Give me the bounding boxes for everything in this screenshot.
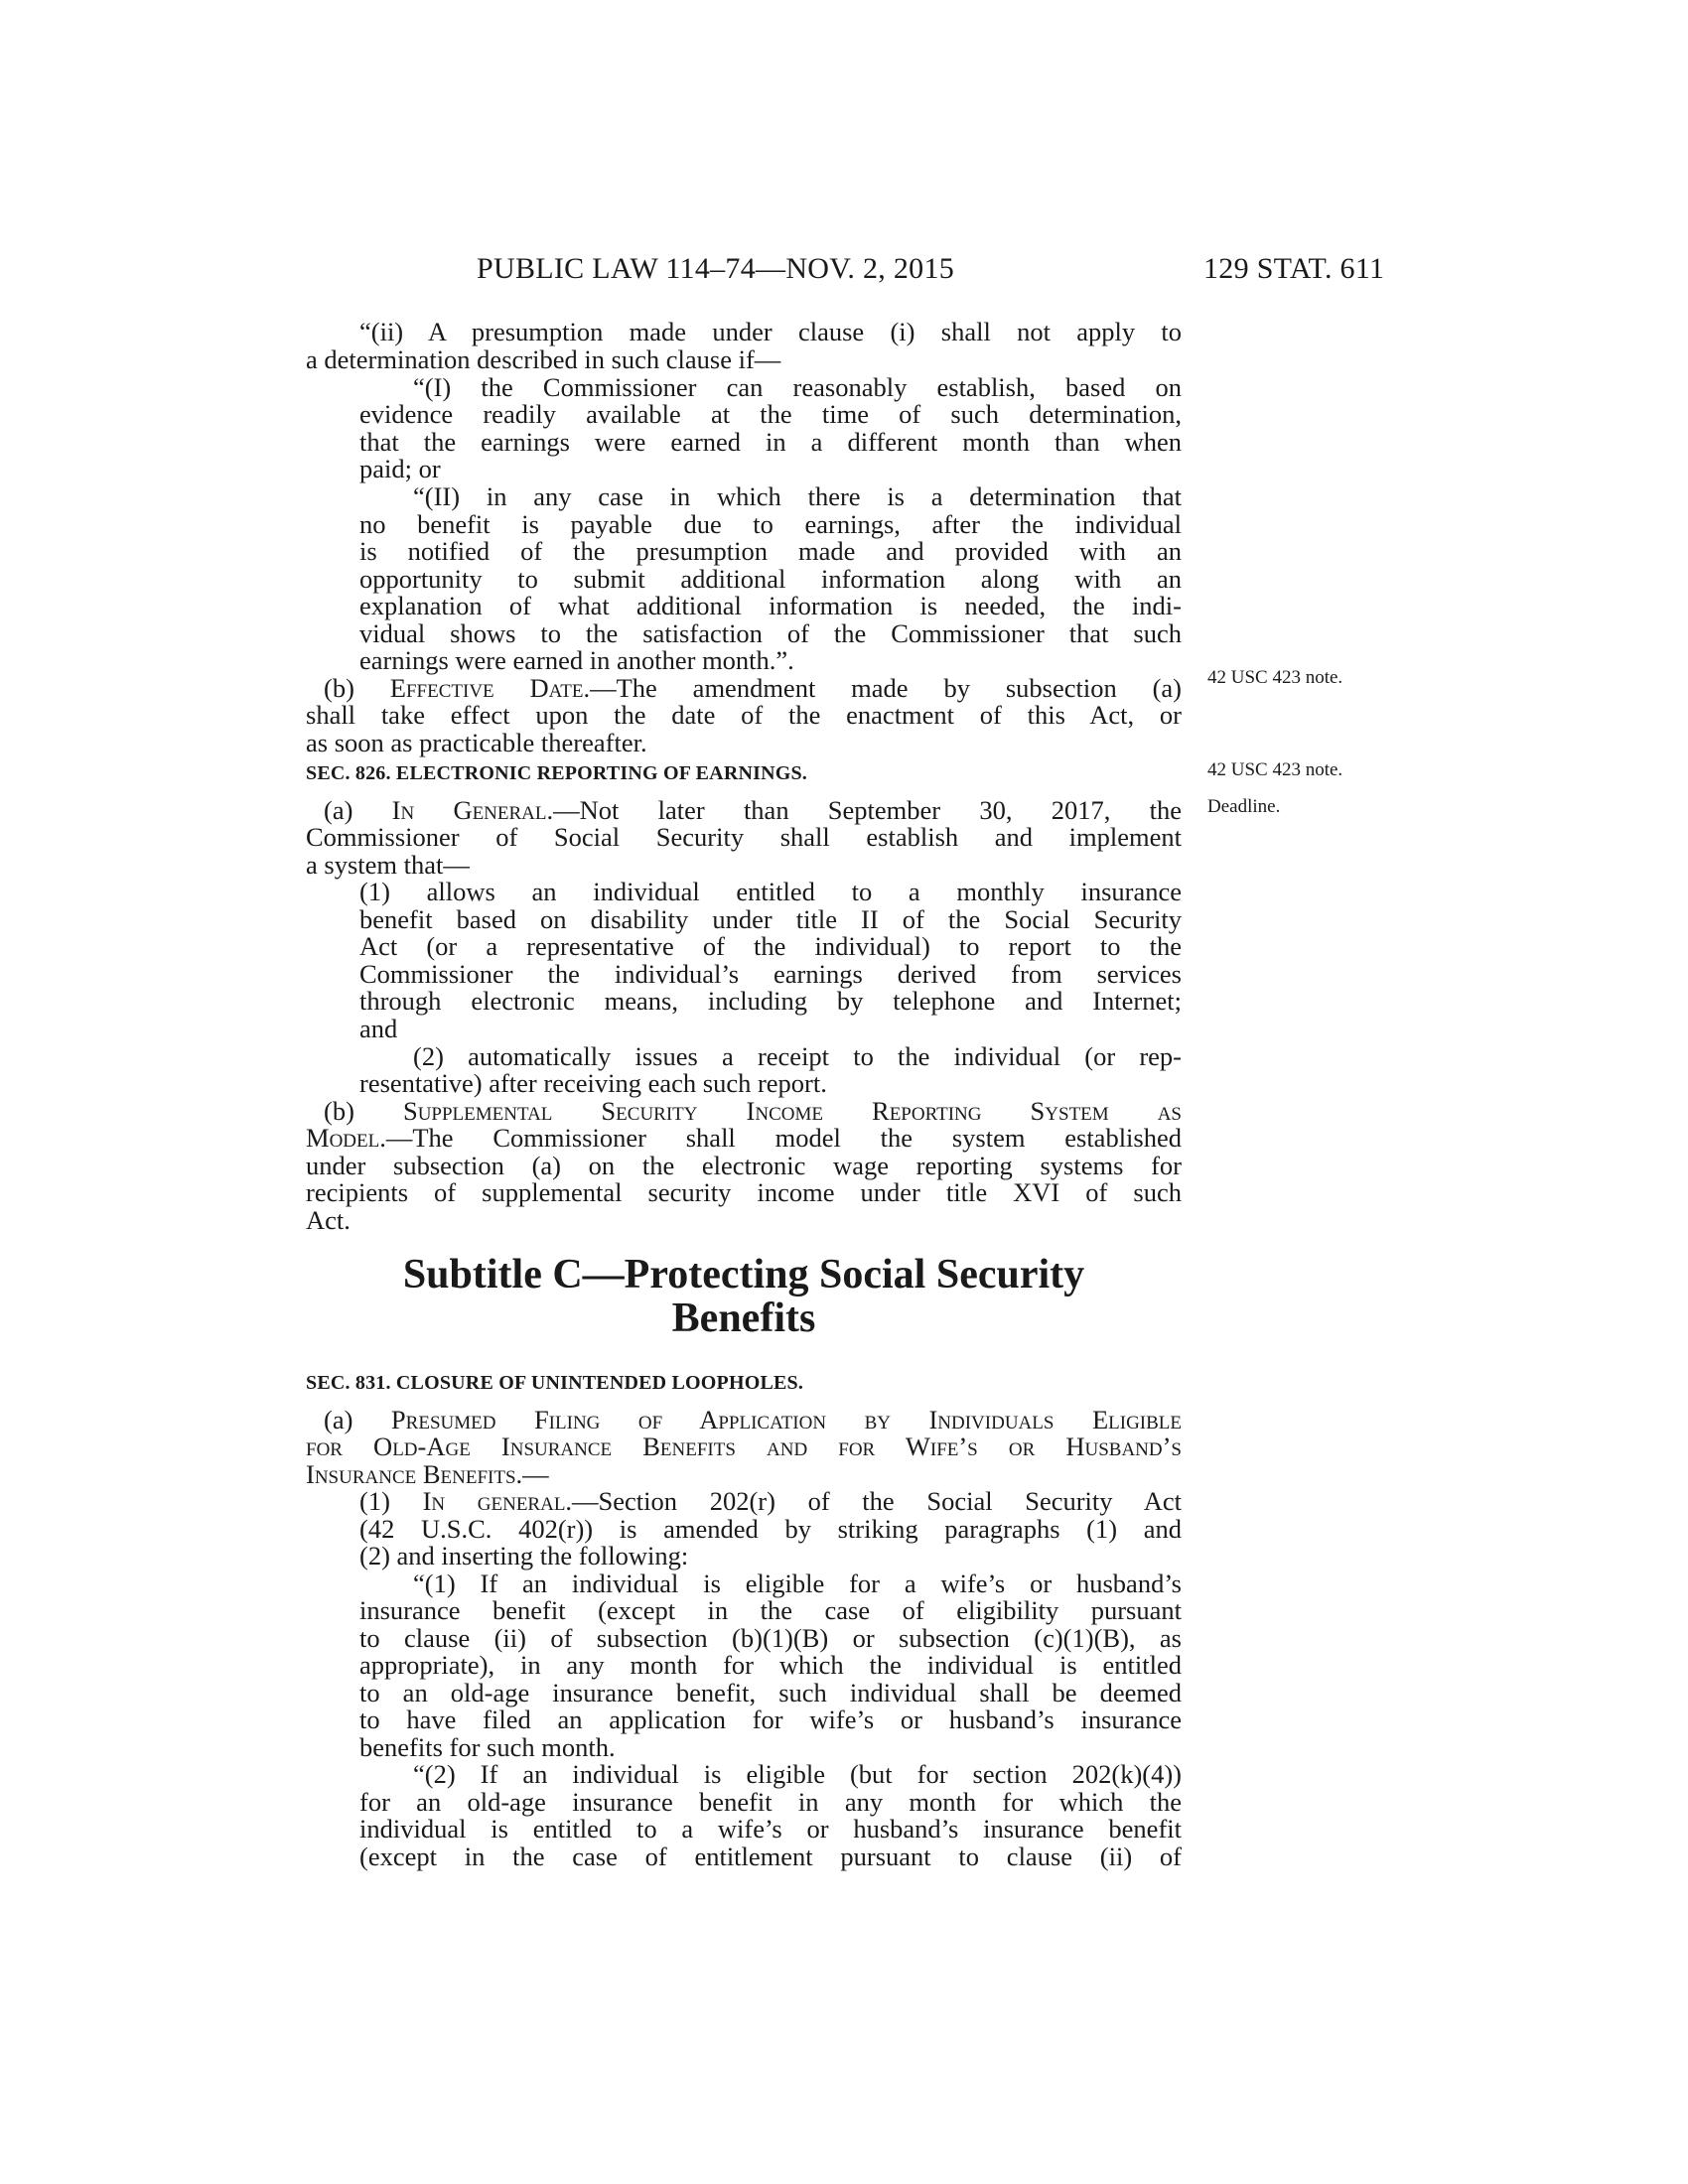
text-line: for Old-Age Insurance Benefits and for Wife’s or Husband’s [306, 1432, 1182, 1461]
text-line: (2) and inserting the following: [359, 1541, 689, 1570]
text-line: Act (or a representative of the individual) to report to the [359, 931, 1182, 961]
header-title: PUBLIC LAW 114–74—NOV. 2, 2015 [477, 252, 955, 285]
heading-effective-date: Effective Date [389, 673, 584, 703]
text-line: explanation of what additional information is needed, the indi- [359, 591, 1182, 620]
text-line: vidual shows to the satisfaction of the Commissioner that such [359, 618, 1182, 648]
text-line: insurance benefit (except in the case of eligibility pursuant [359, 1595, 1182, 1625]
text-line: earnings were earned in another month.”. [359, 645, 794, 675]
text-line: evidence readily available at the time of such determination, [359, 399, 1182, 429]
text-line: is notified of the presumption made and provided with an [359, 536, 1182, 566]
text-line: (b) Supplemental Security Income Reporting System as [324, 1096, 1183, 1126]
text-line: “(1) If an individual is eligible for a wife’s or husband’s [413, 1569, 1182, 1598]
text-line: Commissioner of Social Security shall establish and implement [306, 822, 1182, 852]
text-line: benefit based on disability under title II of the Social Security [359, 904, 1182, 934]
text-line: paid; or [359, 454, 441, 483]
subtitle-heading-line-1: Subtitle C—Protecting Social Security [402, 1252, 1085, 1297]
text-line: through electronic means, including by telephone and Internet; [359, 986, 1182, 1016]
text-line: (a) In General.—Not later than September 30, 2017, the [324, 795, 1182, 825]
text-line: (1) allows an individual entitled to a monthly insurance [359, 877, 1182, 906]
section-heading-831: SEC. 831. CLOSURE OF UNINTENDED LOOPHOLES. [306, 1372, 804, 1394]
text-line: a determination described in such clause if— [306, 344, 781, 374]
text-line: Model.—The Commissioner shall model the system established [306, 1123, 1182, 1153]
text-line: Insurance Benefits.— [306, 1459, 549, 1489]
text-line: “(2) If an individual is eligible (but for section 202(k)(4)) [413, 1759, 1182, 1789]
text-line: to an old-age insurance benefit, such individual shall be deemed [359, 1678, 1182, 1707]
text-line: (2) automatically issues a receipt to the individual (or rep- [413, 1041, 1182, 1071]
text-line: resentative) after receiving each such report. [359, 1068, 827, 1098]
body-text [306, 0, 1182, 2184]
heading-in-general: In general [422, 1486, 566, 1516]
subtitle-heading-line-2: Benefits [671, 1296, 816, 1341]
margin-note-usc: 42 USC 423 note. [1207, 759, 1343, 780]
text-line: shall take effect upon the date of the enactment of this Act, or [306, 700, 1182, 730]
text-line: appropriate), in any month for which the individual is entitled [359, 1650, 1182, 1680]
header-stat-page: 129 STAT. 611 [1203, 252, 1385, 285]
text-line: to have filed an application for wife’s or husband’s insurance [359, 1705, 1182, 1734]
margin-note-usc: 42 USC 423 note. [1207, 667, 1343, 688]
margin-note-deadline: Deadline. [1207, 796, 1281, 817]
text-line: opportunity to submit additional information along with an [359, 564, 1182, 594]
text-line: a system that— [306, 850, 470, 880]
text-line: as soon as practicable thereafter. [306, 728, 647, 757]
text-line: and [359, 1014, 398, 1043]
heading-ssi-reporting: Supplemental Security Income Reporting System as [402, 1096, 1183, 1126]
text-line: under subsection (a) on the electronic wage reporting systems for [306, 1151, 1182, 1180]
text-line: (b) Effective Date.—The amendment made by subsection (a) [324, 673, 1182, 703]
text-line: “(II) in any case in which there is a determination that [413, 481, 1182, 511]
text-line: Commissioner the individual’s earnings derived from services [359, 959, 1182, 989]
text-line: no benefit is payable due to earnings, after the individual [359, 509, 1182, 539]
text-line: (a) Presumed Filing of Application by Individuals Eligible [324, 1405, 1182, 1434]
heading-in-general: In General [391, 795, 547, 825]
text-line: “(I) the Commissioner can reasonably establish, based on [413, 372, 1182, 402]
text-line: that the earnings were earned in a different month than when [359, 427, 1182, 457]
text-line: (42 U.S.C. 402(r)) is amended by striking paragraphs (1) and [359, 1514, 1182, 1544]
text-line: individual is entitled to a wife’s or husband’s insurance benefit [359, 1814, 1182, 1843]
text-line: to clause (ii) of subsection (b)(1)(B) or subsection (c)(1)(B), as [359, 1623, 1182, 1653]
text-line: Act. [306, 1205, 351, 1235]
section-heading-826: SEC. 826. ELECTRONIC REPORTING OF EARNINGS. [306, 762, 808, 784]
heading-presumed-filing: Presumed Filing of Application by Individuals Eligible [390, 1405, 1182, 1434]
text-line: (1) In general.—Section 202(r) of the Social Security Act [359, 1486, 1182, 1516]
text-line: recipients of supplemental security income under title XVI of such [306, 1177, 1182, 1207]
text-line: (except in the case of entitlement pursuant to clause (ii) of [359, 1842, 1182, 1871]
text-line: for an old-age insurance benefit in any month for which the [359, 1787, 1182, 1817]
text-line: “(ii) A presumption made under clause (i) shall not apply to [359, 317, 1182, 346]
text-line: benefits for such month. [359, 1732, 616, 1762]
